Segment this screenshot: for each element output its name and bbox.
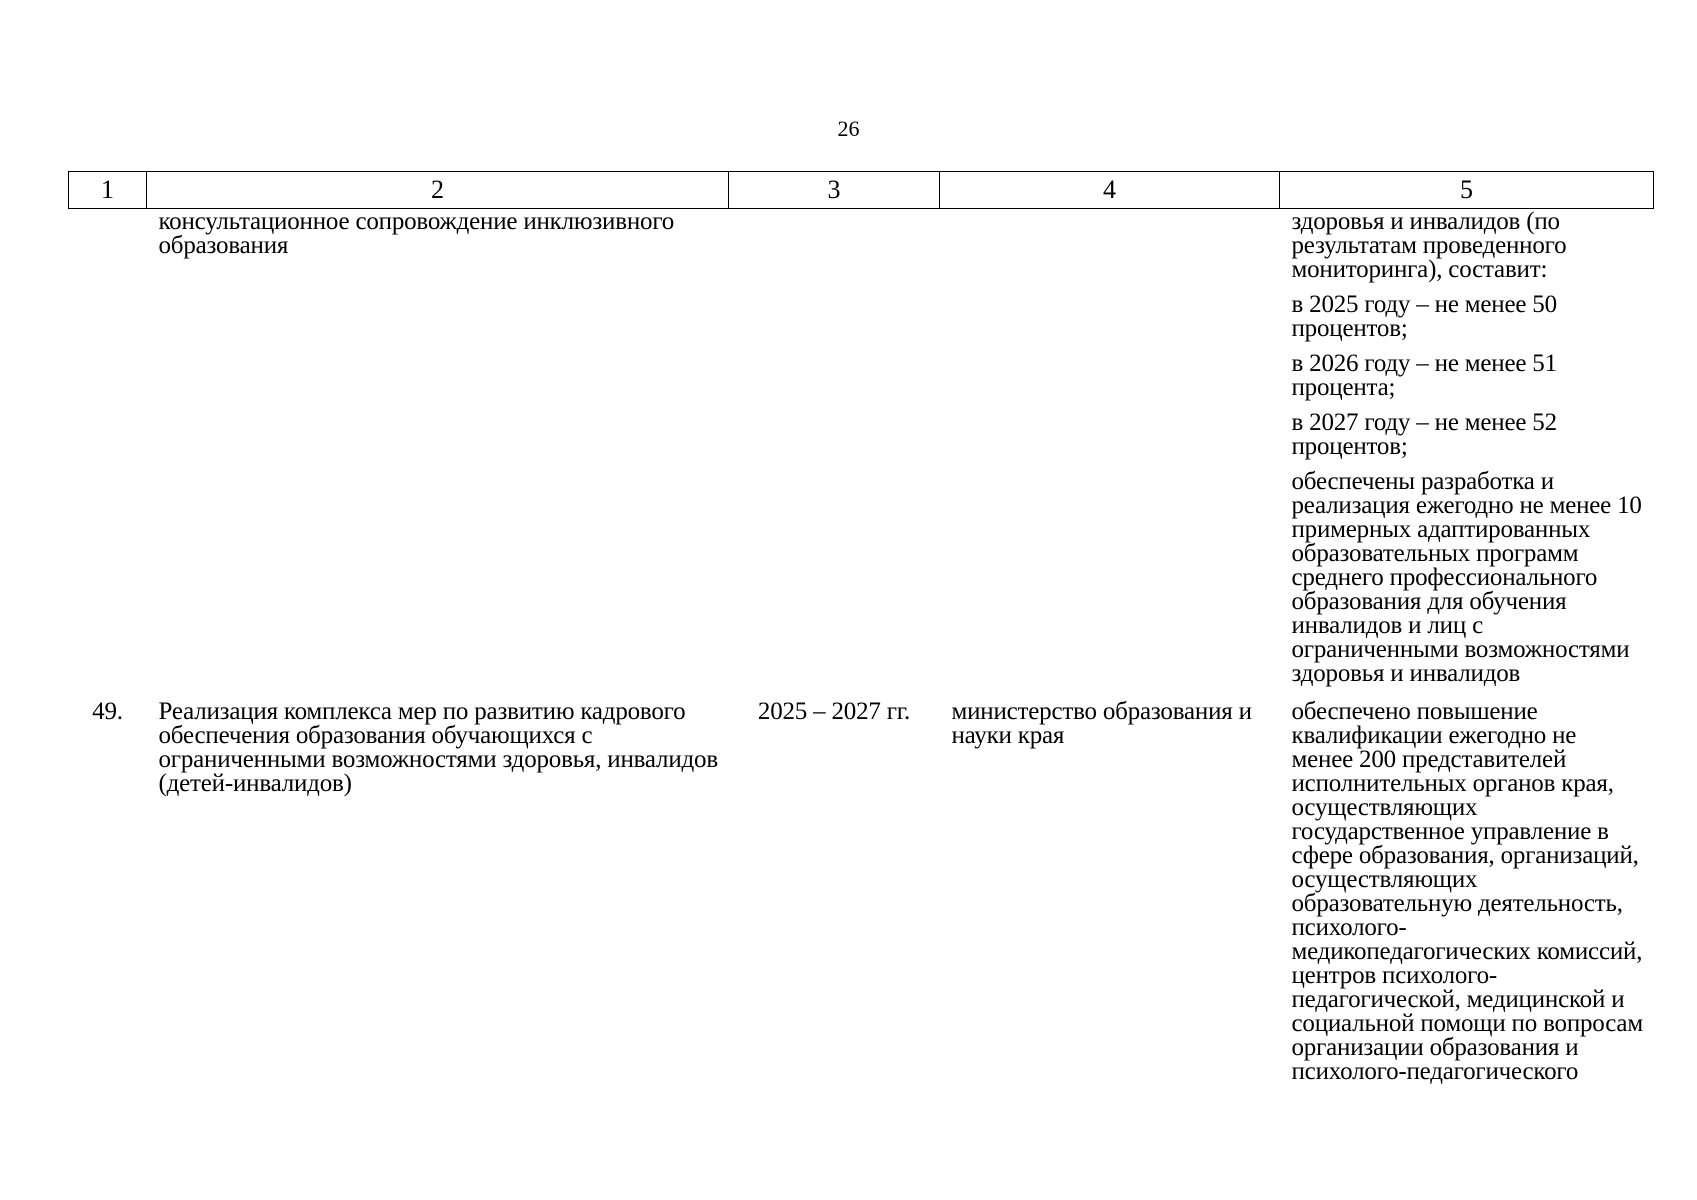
executor-cell: [940, 209, 1280, 697]
result-cell: [1280, 209, 1654, 697]
result-paragraph: здоровья и инвалидов (по результатам проведенного мониторинга), составит:: [1291, 208, 1567, 283]
table-row: [69, 696, 1654, 1084]
header-col-2: 2: [147, 172, 729, 209]
result-paragraph: в 2027 году – не менее 52 процентов;: [1291, 409, 1557, 460]
table-header: [69, 172, 1654, 209]
measures-table: [68, 171, 1654, 1084]
page-number: 26: [837, 116, 860, 141]
result-paragraph: в 2026 году – не менее 51 процента;: [1291, 350, 1557, 401]
table-row: [69, 209, 1654, 697]
period-cell: 2025 – 2027 гг.: [757, 698, 911, 725]
result-paragraph: обеспечены разработка и реализация ежегодно не менее 10 примерных адаптированных образовательных программ среднего профессионального образования для обучения инвалидов и лиц с ограниченными возможностями здоровья и инвалидов: [1291, 468, 1642, 687]
header-col-1: 1: [69, 172, 147, 209]
measure-cell: консультационное сопровождение инклюзивного образования: [158, 208, 675, 259]
period-cell: [729, 209, 940, 697]
header-col-3: 3: [729, 172, 940, 209]
measure-cell: Реализация комплекса мер по развитию кадрового обеспечения образования обучающихся с ограниченными возможностями здоровья, инвалидов (детей-инвалидов): [158, 698, 718, 797]
result-cell: [1280, 696, 1654, 1084]
header-col-5: 5: [1280, 172, 1654, 209]
executor-cell: министерство образования и науки края: [951, 698, 1252, 749]
result-paragraph: в 2025 году – не менее 50 процентов;: [1291, 291, 1557, 342]
result-paragraph: обеспечено повышение квалификации ежегодно не менее 200 представителей исполнительных органов края, осуществляющих государственное управление в сфере образования, организаций, осуществляющих образовательную деятельность, психолого-медикопедагогических комиссий, центров психолого-педагогической, медицинской и социальной помощи по вопросам организации образования и психолого-педагогического: [1291, 698, 1643, 1085]
header-col-4: 4: [940, 172, 1280, 209]
header-row: [69, 172, 1654, 209]
row-number: 49.: [92, 698, 123, 725]
row-number: [69, 209, 147, 697]
